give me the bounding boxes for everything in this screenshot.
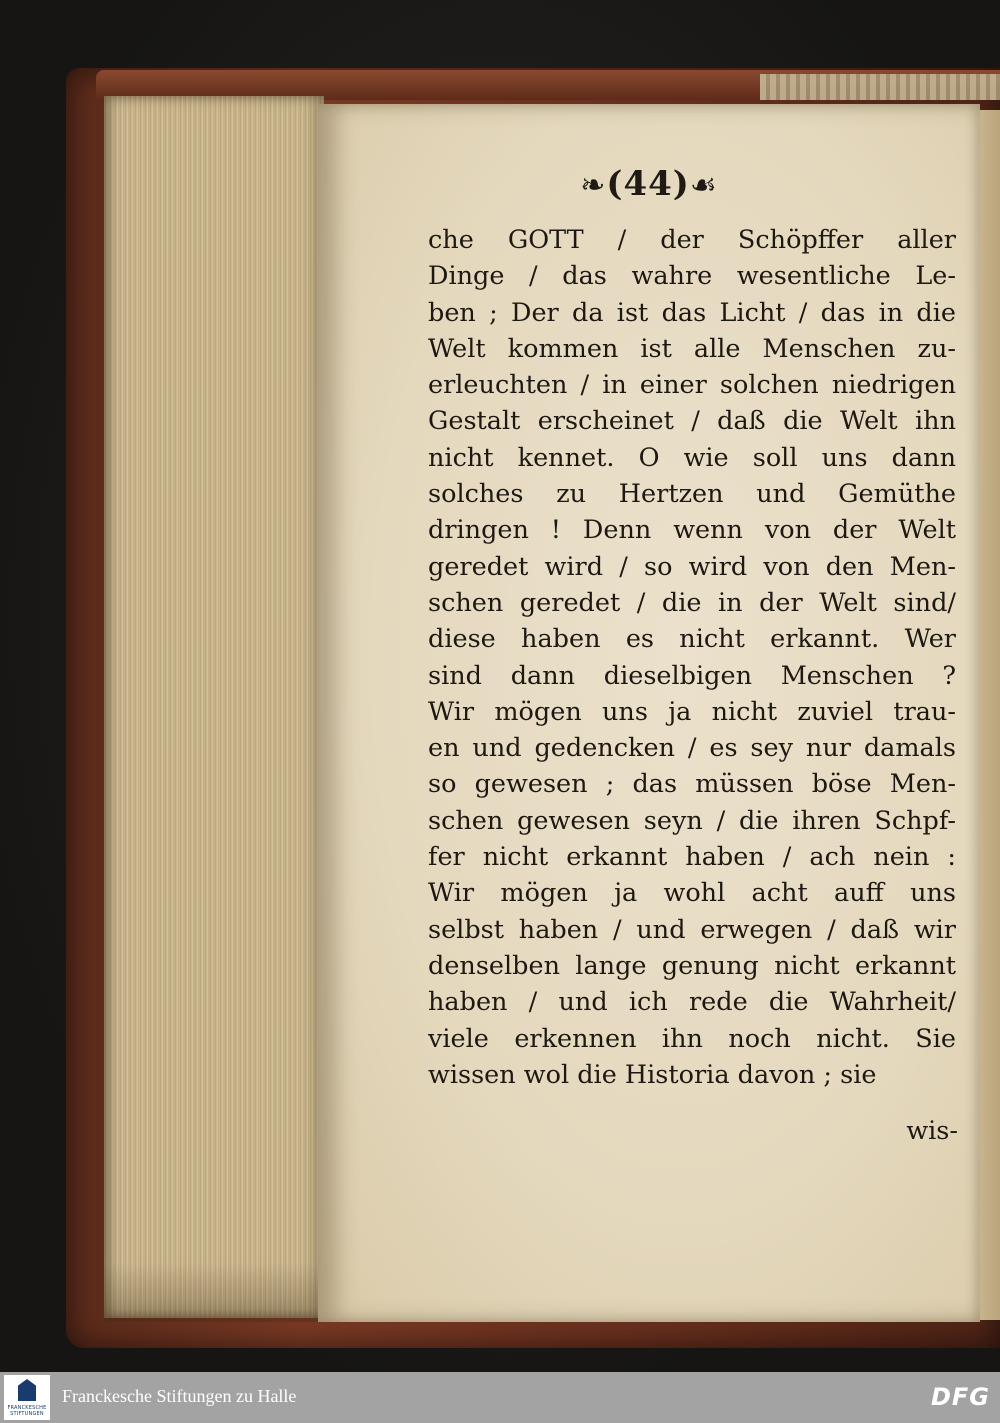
page-edges-shadow [104, 1262, 324, 1322]
text-line: Dinge / das wahre wesentliche Le- [428, 261, 956, 292]
page-edges [104, 96, 324, 1318]
text-line: che GOTT / der Schöpffer aller [428, 225, 956, 255]
page-header [318, 164, 980, 204]
text-line: haben / und ich rede die Wahrheit/ [428, 987, 956, 1018]
franckesche-logo[interactable] [4, 1375, 50, 1420]
dfg-logo[interactable]: DFG [930, 1383, 990, 1411]
text-line: Wir mögen ja wohl acht auff uns [428, 878, 956, 909]
text-line: ben ; Der da ist das Licht / das in die [428, 297, 956, 328]
text-line: solches zu Hertzen und Gemüthe [428, 479, 956, 510]
text-line: fer nicht erkannt haben / ach nein : [428, 842, 956, 873]
text-line: en und gedencken / es sey nur damals [428, 733, 956, 764]
text-line: wissen wol die Historia davon ; sie [428, 1059, 877, 1090]
building-icon [18, 1379, 36, 1401]
text-line: sind dann dieselbigen Menschen ? [428, 660, 956, 691]
book-page [318, 104, 980, 1322]
footer-bar [0, 1372, 1000, 1423]
logo-caption: FRANCKESCHE STIFTUNGEN [7, 1405, 47, 1417]
text-line: so gewesen ; das müssen böse Men- [428, 769, 956, 800]
text-line: geredet wird / so wird von den Men- [428, 551, 956, 582]
institution-name: Franckesche Stiftungen zu Halle [62, 1386, 297, 1406]
text-line: nicht kennet. O wie soll uns dann [428, 442, 956, 473]
text-line: schen geredet / die in der Welt sind/ [428, 587, 956, 618]
headband [760, 74, 1000, 100]
text-line: erleuchten / in einer solchen niedrigen [428, 370, 956, 401]
text-line: Welt kommen ist alle Menschen zu- [428, 333, 956, 364]
text-line: Wir mögen uns ja nicht zuviel trau- [428, 696, 956, 727]
text-line: Gestalt erscheinet / daß die Welt ihn [428, 406, 956, 437]
ornament-left-icon: ❧ [580, 168, 607, 203]
text-line: selbst haben / und erwegen / daß wir [428, 914, 956, 945]
text-line: dringen ! Denn wenn von der Welt [428, 515, 956, 546]
text-line: viele erkennen ihn noch nicht. Sie [428, 1023, 956, 1054]
text-line: diese haben es nicht erkannt. Wer [428, 624, 956, 655]
text-line: schen gewesen seyn / die ihren Schpf- [428, 805, 956, 836]
page-body-text [428, 222, 956, 1093]
page-number: (44) [606, 164, 690, 204]
catchword: wis- [906, 1116, 958, 1146]
text-line: denselben lange genung nicht erkannt [428, 950, 956, 981]
ornament-right-icon: ☙ [689, 168, 718, 203]
